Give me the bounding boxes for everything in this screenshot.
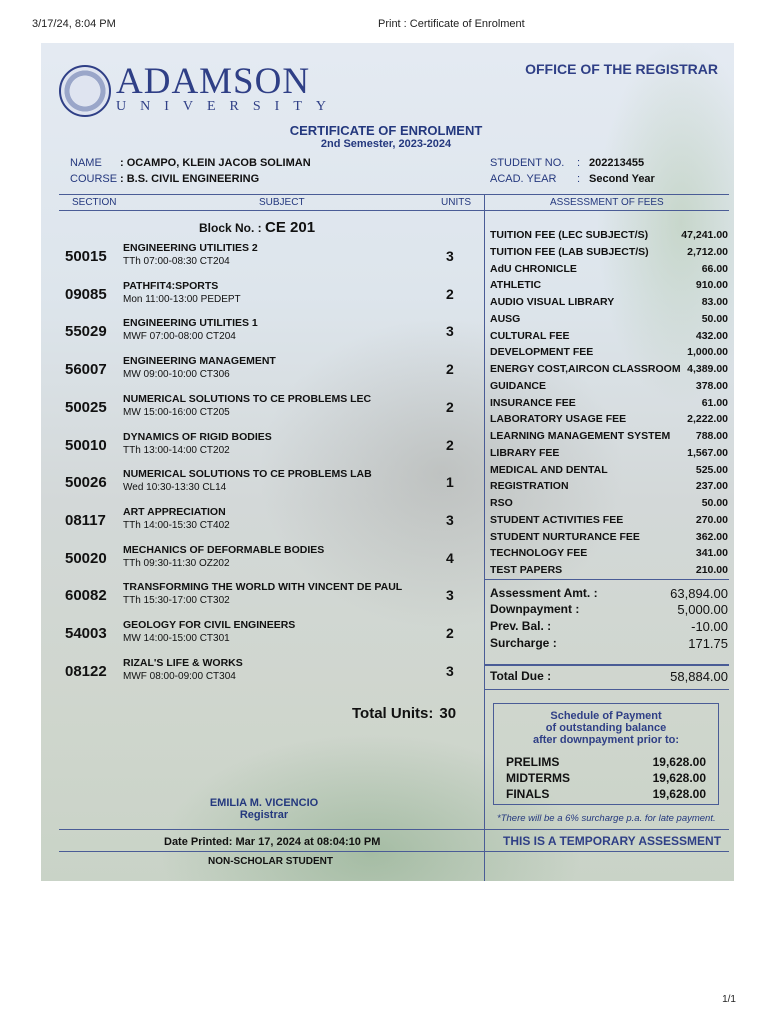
schedule-title-3: after downpayment prior to: bbox=[532, 734, 680, 746]
subject-row bbox=[41, 504, 481, 541]
office-title: OFFICE OF THE REGISTRAR bbox=[525, 61, 718, 77]
subject-name: NUMERICAL SOLUTIONS TO CE PROBLEMS LAB bbox=[123, 468, 372, 481]
student-no-colon: : bbox=[577, 157, 581, 169]
section-code: 55029 bbox=[65, 323, 107, 341]
fee-amount: 341.00 bbox=[695, 547, 728, 560]
subject-name: PATHFIT4:SPORTS bbox=[123, 279, 219, 292]
subject-row bbox=[41, 240, 481, 277]
subject-units: 1 bbox=[446, 474, 454, 491]
section-code: 50026 bbox=[65, 474, 107, 492]
fee-name: ATHLETIC bbox=[490, 279, 542, 292]
subject-schedule: Wed 10:30-13:30 CL14 bbox=[123, 482, 227, 494]
subject-schedule: MW 09:00-10:00 CT306 bbox=[123, 369, 230, 381]
fee-name: ENERGY COST,AIRCON CLASSROOM bbox=[490, 363, 681, 375]
subject-units: 3 bbox=[446, 323, 454, 340]
fee-amount: 83.00 bbox=[701, 296, 728, 308]
divider bbox=[484, 689, 729, 690]
subject-row bbox=[41, 542, 481, 579]
fee-row bbox=[490, 363, 728, 375]
semester-text: 2nd Semester, 2023-2024 bbox=[320, 138, 452, 150]
subject-schedule: MW 14:00-15:00 CT301 bbox=[123, 633, 230, 644]
fee-name: GUIDANCE bbox=[490, 379, 547, 392]
schedule-title-1: Schedule of Payment bbox=[550, 710, 662, 722]
divider bbox=[59, 829, 484, 830]
fee-amount: 432.00 bbox=[695, 329, 728, 342]
fee-name: AdU CHRONICLE bbox=[490, 262, 577, 275]
subject-row bbox=[41, 655, 481, 692]
fee-amount: 788.00 bbox=[695, 430, 728, 442]
block-label: Block No. : bbox=[199, 221, 262, 235]
registrar-name: EMILIA M. VICENCIO bbox=[209, 797, 319, 809]
surcharge-row bbox=[490, 636, 728, 650]
fee-amount: 237.00 bbox=[695, 480, 728, 493]
divider bbox=[484, 579, 729, 580]
fee-row bbox=[490, 447, 728, 459]
fee-amount: 66.00 bbox=[701, 262, 728, 275]
fee-amount: 362.00 bbox=[695, 530, 728, 543]
subject-name: GEOLOGY FOR CIVIL ENGINEERS bbox=[123, 619, 296, 631]
surcharge-label: Surcharge : bbox=[490, 636, 557, 650]
fee-row bbox=[490, 279, 728, 291]
divider bbox=[484, 664, 729, 666]
certificate bbox=[41, 43, 734, 881]
fee-amount: 47,241.00 bbox=[681, 229, 728, 241]
col-fees: ASSESSMENT OF FEES bbox=[550, 197, 664, 208]
section-code: 56007 bbox=[65, 361, 107, 379]
fee-name: LEARNING MANAGEMENT SYSTEM bbox=[490, 430, 671, 442]
total-units-label: Total Units: bbox=[352, 705, 434, 722]
print-datetime: 3/17/24, 8:04 PM bbox=[32, 18, 116, 30]
section-code: 09085 bbox=[65, 285, 107, 303]
fee-name: MEDICAL AND DENTAL bbox=[490, 463, 608, 476]
prev-bal-row bbox=[490, 619, 728, 633]
fee-row bbox=[490, 413, 728, 425]
payment-schedule bbox=[493, 703, 719, 805]
scholar-status: NON-SCHOLAR STUDENT bbox=[208, 856, 333, 867]
print-title: Print : Certificate of Enrolment bbox=[378, 18, 525, 30]
col-section: SECTION bbox=[72, 197, 117, 208]
section-code: 54003 bbox=[65, 625, 107, 642]
fee-amount: 50.00 bbox=[701, 312, 728, 325]
finals-label: FINALS bbox=[506, 787, 550, 801]
midterms-label: MIDTERMS bbox=[506, 771, 570, 785]
fee-row bbox=[490, 564, 728, 576]
divider bbox=[484, 829, 729, 830]
student-no: 202213455 bbox=[589, 157, 645, 169]
assessment-row bbox=[490, 586, 728, 600]
student-no-label: STUDENT NO. bbox=[490, 157, 565, 169]
column-divider bbox=[484, 194, 485, 881]
assessment-value: 63,894.00 bbox=[670, 586, 728, 601]
subject-units: 2 bbox=[446, 436, 454, 453]
course-label: COURSE bbox=[70, 173, 118, 185]
subject-row bbox=[41, 391, 481, 428]
fee-row bbox=[490, 464, 728, 476]
subject-schedule: TTh 09:30-11:30 OZ202 bbox=[123, 557, 230, 569]
subject-units: 3 bbox=[446, 248, 454, 264]
section-code: 50010 bbox=[65, 436, 107, 454]
subject-units: 2 bbox=[446, 361, 454, 378]
total-due-row bbox=[490, 669, 728, 683]
name-row bbox=[70, 157, 311, 169]
fee-amount: 50.00 bbox=[701, 497, 728, 509]
subject-schedule: TTh 07:00-08:30 CT204 bbox=[123, 256, 230, 267]
university-seal-icon bbox=[59, 65, 111, 117]
assessment-label: Assessment Amt. : bbox=[490, 586, 598, 600]
total-due-label: Total Due : bbox=[490, 669, 552, 683]
fee-row bbox=[490, 263, 728, 275]
subject-name: ENGINEERING MANAGEMENT bbox=[123, 355, 276, 368]
fee-amount: 910.00 bbox=[695, 279, 728, 292]
fee-row bbox=[490, 547, 728, 559]
finals-value: 19,628.00 bbox=[652, 787, 706, 801]
university-sub: UNIVERSITY bbox=[116, 99, 340, 114]
fee-amount: 210.00 bbox=[695, 564, 728, 576]
fee-row bbox=[490, 313, 728, 325]
fee-name: TECHNOLOGY FEE bbox=[490, 547, 588, 560]
fee-amount: 4,389.00 bbox=[687, 363, 728, 375]
fee-name: LABORATORY USAGE FEE bbox=[490, 413, 627, 426]
section-code: 50020 bbox=[65, 549, 107, 567]
fee-row bbox=[490, 397, 728, 409]
prelims-value: 19,628.00 bbox=[652, 755, 706, 769]
subject-units: 3 bbox=[446, 587, 454, 604]
subject-row bbox=[41, 278, 481, 315]
fee-row bbox=[490, 430, 728, 442]
fee-row bbox=[490, 229, 728, 241]
acad-year: Second Year bbox=[589, 173, 655, 185]
fee-name: REGISTRATION bbox=[490, 480, 569, 493]
fee-amount: 270.00 bbox=[695, 513, 728, 526]
subject-schedule: TTh 14:00-15:30 CT402 bbox=[123, 519, 230, 531]
block-value: CE 201 bbox=[265, 219, 316, 236]
subject-schedule: TTh 15:30-17:00 CT302 bbox=[123, 595, 230, 607]
certificate-title bbox=[241, 123, 531, 150]
title-text: CERTIFICATE OF ENROLMENT bbox=[289, 123, 483, 138]
subject-schedule: MWF 07:00-08:00 CT204 bbox=[123, 331, 236, 343]
fee-name: STUDENT NURTURANCE FEE bbox=[490, 530, 640, 543]
subject-schedule: TTh 13:00-14:00 CT202 bbox=[123, 444, 230, 456]
downpayment-row bbox=[490, 602, 728, 616]
fee-row bbox=[490, 514, 728, 526]
fee-amount: 1,000.00 bbox=[687, 346, 728, 359]
prelims-row bbox=[506, 755, 706, 769]
finals-row bbox=[506, 787, 706, 801]
subject-row bbox=[41, 579, 481, 616]
fee-amount: 2,222.00 bbox=[687, 413, 728, 426]
fee-amount: 61.00 bbox=[701, 396, 728, 409]
fee-amount: 525.00 bbox=[695, 463, 728, 476]
fee-amount: 1,567.00 bbox=[687, 446, 728, 459]
subject-row bbox=[41, 617, 481, 654]
subject-units: 2 bbox=[446, 285, 454, 302]
prev-bal-value: -10.00 bbox=[691, 619, 728, 634]
subject-units: 4 bbox=[446, 549, 454, 566]
total-units bbox=[352, 705, 456, 722]
divider bbox=[59, 851, 729, 852]
fee-name: DEVELOPMENT FEE bbox=[490, 346, 594, 359]
section-code: 50015 bbox=[65, 248, 107, 265]
subject-units: 3 bbox=[446, 662, 454, 679]
subject-name: TRANSFORMING THE WORLD WITH VINCENT DE PAUL bbox=[123, 581, 403, 594]
midterms-value: 19,628.00 bbox=[652, 771, 706, 785]
fee-amount: 378.00 bbox=[695, 379, 728, 392]
subject-name: MECHANICS OF DEFORMABLE BODIES bbox=[123, 543, 325, 556]
subject-schedule: MW 15:00-16:00 CT205 bbox=[123, 406, 230, 418]
fee-name: AUDIO VISUAL LIBRARY bbox=[490, 296, 615, 308]
acad-year-colon: : bbox=[577, 173, 581, 185]
fee-name: TEST PAPERS bbox=[490, 564, 563, 576]
fee-row bbox=[490, 531, 728, 543]
section-code: 50025 bbox=[65, 398, 107, 416]
total-units-value: 30 bbox=[439, 705, 457, 722]
fee-row bbox=[490, 346, 728, 358]
section-code: 08117 bbox=[65, 511, 106, 529]
student-name: : OCAMPO, KLEIN JACOB SOLIMAN bbox=[120, 157, 311, 169]
fee-name: CULTURAL FEE bbox=[490, 329, 570, 342]
prelims-label: PRELIMS bbox=[506, 755, 560, 769]
section-code: 08122 bbox=[65, 662, 107, 680]
subject-units: 2 bbox=[446, 625, 454, 641]
fee-row bbox=[490, 480, 728, 492]
registrar bbox=[209, 797, 319, 821]
section-code: 60082 bbox=[65, 587, 107, 605]
fee-name: TUITION FEE (LAB SUBJECT/S) bbox=[490, 245, 649, 258]
subject-row bbox=[41, 353, 481, 390]
fee-row bbox=[490, 296, 728, 308]
col-subject: SUBJECT bbox=[259, 197, 305, 208]
subject-row bbox=[41, 315, 481, 352]
fee-name: TUITION FEE (LEC SUBJECT/S) bbox=[490, 229, 649, 241]
fee-name: LIBRARY FEE bbox=[490, 446, 560, 459]
date-printed: Date Printed: Mar 17, 2024 at 08:04:10 PM bbox=[164, 836, 381, 848]
divider bbox=[59, 194, 729, 195]
subject-name: ENGINEERING UTILITIES 1 bbox=[123, 317, 258, 330]
fee-row bbox=[490, 246, 728, 258]
subject-row bbox=[41, 429, 481, 466]
surcharge-note: *There will be a 6% surcharge p.a. for late payment. bbox=[497, 813, 716, 824]
page-number: 1/1 bbox=[722, 994, 736, 1005]
fee-amount: 2,712.00 bbox=[687, 245, 728, 258]
fee-name: INSURANCE FEE bbox=[490, 396, 576, 409]
midterms-row bbox=[506, 771, 706, 785]
subject-schedule: Mon 11:00-13:00 PEDEPT bbox=[123, 293, 241, 305]
fee-name: RSO bbox=[490, 497, 513, 509]
temporary-notice: THIS IS A TEMPORARY ASSESSMENT bbox=[503, 834, 722, 848]
subject-units: 2 bbox=[446, 398, 454, 415]
acad-year-label: ACAD. YEAR bbox=[490, 173, 557, 185]
subject-name: RIZAL'S LIFE & WORKS bbox=[123, 656, 243, 669]
prev-bal-label: Prev. Bal. : bbox=[490, 619, 552, 633]
subject-name: ENGINEERING UTILITIES 2 bbox=[123, 242, 258, 254]
fee-name: STUDENT ACTIVITIES FEE bbox=[490, 513, 624, 526]
subject-units: 3 bbox=[446, 511, 454, 528]
subject-name: NUMERICAL SOLUTIONS TO CE PROBLEMS LEC bbox=[123, 392, 372, 405]
fee-name: AUSG bbox=[490, 312, 521, 325]
subject-name: ART APPRECIATION bbox=[123, 505, 226, 518]
university-name: ADAMSON bbox=[116, 61, 311, 102]
total-due-value: 58,884.00 bbox=[670, 669, 728, 684]
col-units: UNITS bbox=[441, 197, 471, 208]
subject-schedule: MWF 08:00-09:00 CT304 bbox=[123, 670, 236, 682]
student-course: : B.S. CIVIL ENGINEERING bbox=[120, 173, 260, 185]
student-no-row bbox=[490, 157, 730, 169]
downpayment-label: Downpayment : bbox=[490, 602, 580, 616]
divider bbox=[59, 210, 729, 211]
registrar-title: Registrar bbox=[239, 809, 289, 821]
surcharge-value: 171.75 bbox=[688, 636, 728, 651]
fee-row bbox=[490, 330, 728, 342]
acad-year-row bbox=[490, 173, 730, 185]
name-label: NAME bbox=[70, 157, 102, 169]
schedule-title-2: of outstanding balance bbox=[545, 722, 667, 734]
course-row bbox=[70, 173, 260, 185]
fee-row bbox=[490, 380, 728, 392]
fee-row bbox=[490, 497, 728, 509]
subject-name: DYNAMICS OF RIGID BODIES bbox=[123, 430, 272, 443]
downpayment-value: 5,000.00 bbox=[677, 602, 728, 617]
block-no bbox=[199, 219, 315, 236]
subject-row bbox=[41, 466, 481, 503]
